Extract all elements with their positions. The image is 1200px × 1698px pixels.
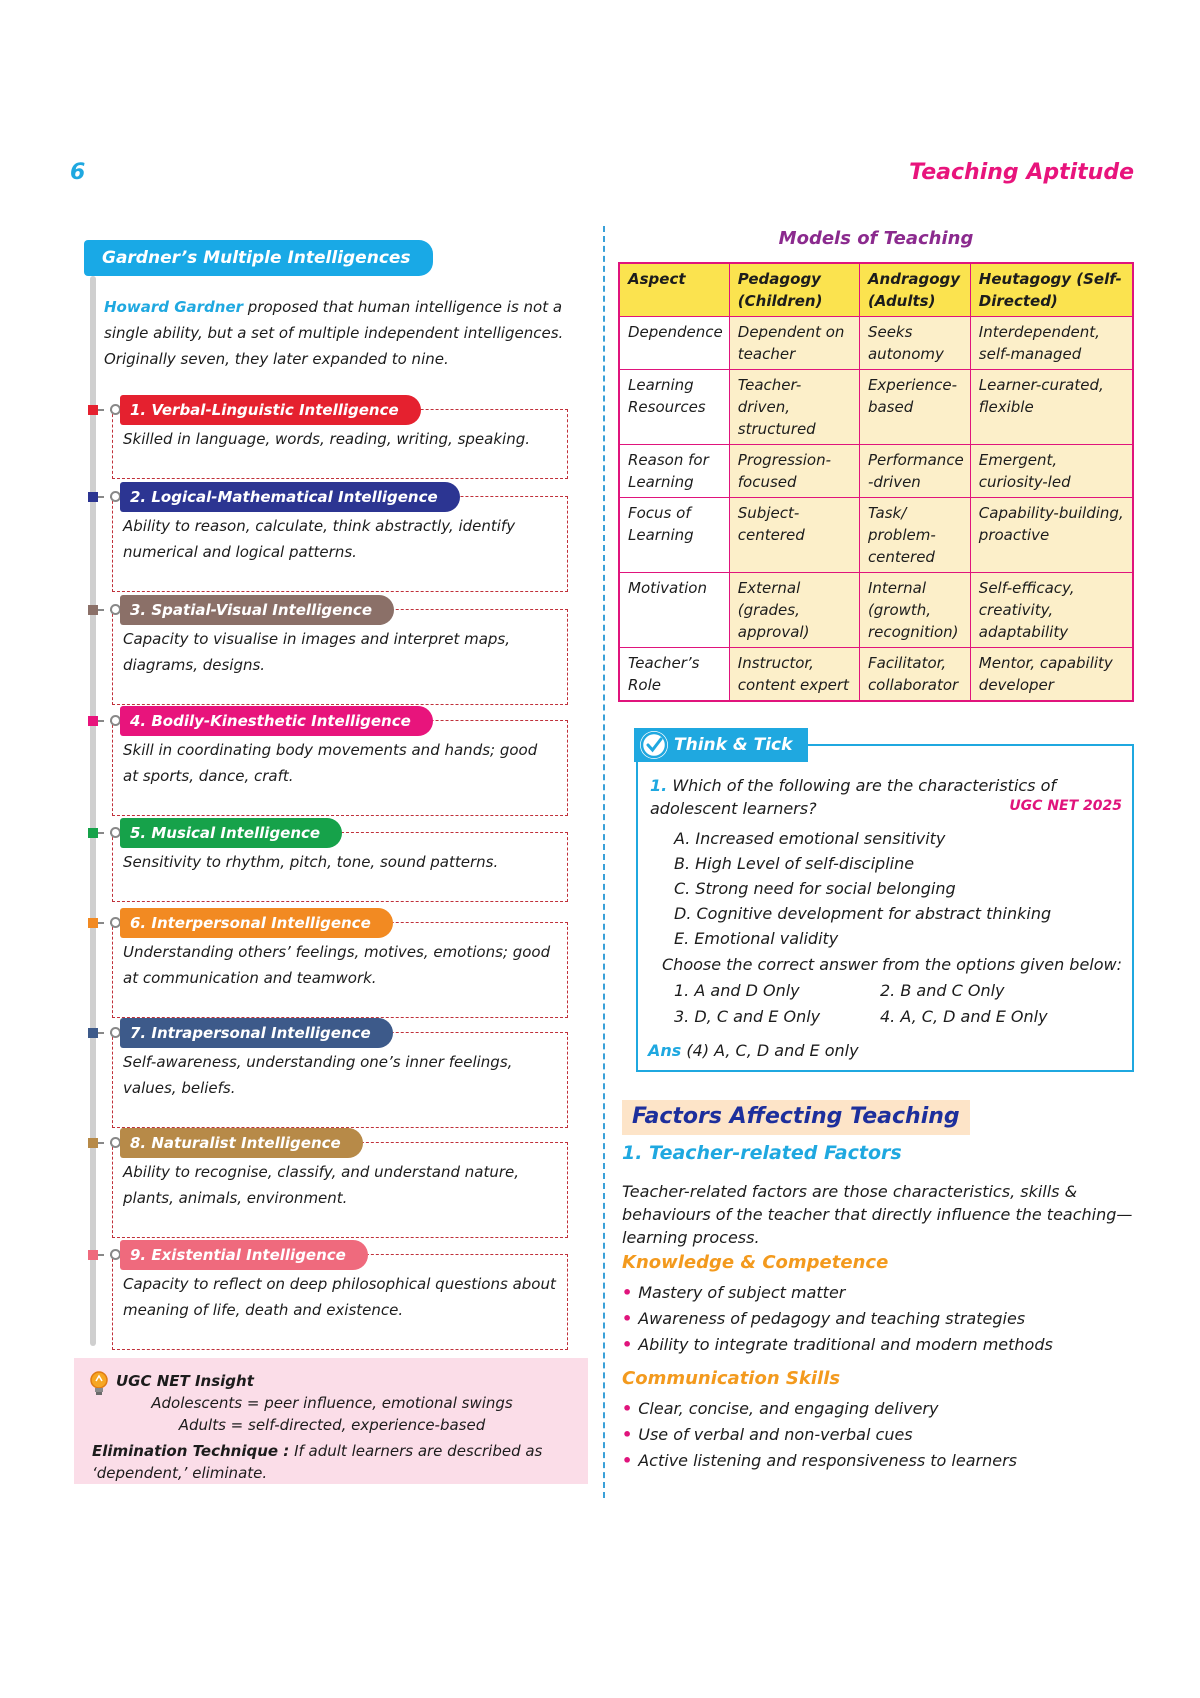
- teacher-factors-paragraph: Teacher-related factors are those characteristics, skills & behaviours of the teacher that directly influence the teaching—learning process.: [622, 1182, 1133, 1247]
- models-header-row: [619, 263, 1133, 317]
- gardner-name: Howard Gardner: [104, 298, 244, 316]
- question-body: Which of the following are the characteristics of adolescent learners?: [650, 776, 1057, 818]
- insight-line-2: Adults = self-directed, experience-based: [178, 1416, 486, 1434]
- list-item: • Ability to integrate traditional and modern methods: [622, 1332, 1053, 1358]
- table-cell: Task/ problem-centered: [859, 498, 970, 573]
- aspect-cell: Teacher’s Role: [619, 648, 729, 702]
- table-row: [619, 445, 1133, 498]
- models-table: [618, 262, 1134, 702]
- choose-instruction: Choose the correct answer from the options given below:: [662, 955, 1122, 974]
- intelligence-label: 7. Intrapersonal Intelligence: [120, 1018, 393, 1048]
- insight-title: UGC NET Insight: [116, 1372, 254, 1390]
- table-row: [619, 573, 1133, 648]
- intelligence-description: Capacity to reflect on deep philosophical questions about meaning of life, death and existence.: [112, 1254, 568, 1350]
- intelligence-description: Self-awareness, understanding one’s inner feelings, values, beliefs.: [112, 1032, 568, 1128]
- statement-item: B. High Level of self-discipline: [674, 854, 915, 873]
- square-marker-icon: [88, 1028, 98, 1038]
- intelligence-label: 1. Verbal-Linguistic Intelligence: [120, 395, 421, 425]
- intelligence-label: 9. Existential Intelligence: [120, 1240, 368, 1270]
- statement-item: E. Emotional validity: [674, 929, 839, 948]
- square-marker-icon: [88, 918, 98, 928]
- table-cell: Experience-based: [859, 370, 970, 445]
- gardner-intro-text: proposed that human intelligence is not a single ability, but a set of multiple independent intelligences. Originally seven, they later expanded to nine.: [104, 298, 564, 368]
- column-header: Pedagogy (Children): [729, 263, 859, 317]
- table-cell: Capability-building, proactive: [970, 498, 1133, 573]
- option-3: 3. D, C and E Only: [674, 1007, 821, 1026]
- list-item: • Mastery of subject matter: [622, 1280, 1053, 1306]
- table-row: [619, 317, 1133, 370]
- models-title: Models of Teaching: [778, 228, 974, 249]
- option-1: 1. A and D Only: [674, 981, 800, 1000]
- models-body: [619, 317, 1133, 702]
- think-tick-tag: [634, 728, 808, 762]
- page-number: 6: [70, 160, 86, 185]
- table-cell: Progression-focused: [729, 445, 859, 498]
- elimination-technique: [92, 1440, 572, 1484]
- option-4: 4. A, C, D and E Only: [880, 1007, 1048, 1026]
- factors-heading: Factors Affecting Teaching: [622, 1100, 970, 1135]
- statement-item: A. Increased emotional sensitivity: [674, 829, 946, 848]
- gardner-intro: [104, 294, 582, 372]
- square-marker-icon: [88, 1138, 98, 1148]
- intelligence-label: 3. Spatial-Visual Intelligence: [120, 595, 394, 625]
- aspect-cell: Learning Resources: [619, 370, 729, 445]
- column-header: Heutagogy (Self-Directed): [970, 263, 1133, 317]
- square-marker-icon: [88, 716, 98, 726]
- intelligence-label: 6. Interpersonal Intelligence: [120, 908, 393, 938]
- square-marker-icon: [88, 1250, 98, 1260]
- check-circle-icon: [640, 731, 668, 759]
- intelligence-description: Skilled in language, words, reading, writing, speaking.: [112, 409, 568, 479]
- statement-item: D. Cognitive development for abstract thinking: [674, 904, 1052, 923]
- table-cell: Emergent, curiosity-led: [970, 445, 1133, 498]
- table-cell: Subject-centered: [729, 498, 859, 573]
- think-tick-label: Think & Tick: [674, 735, 793, 755]
- knowledge-list: [622, 1280, 1053, 1358]
- table-row: [619, 370, 1133, 445]
- lightbulb-icon: [88, 1370, 110, 1398]
- question-statements: [674, 826, 1051, 951]
- gardner-section: [84, 240, 590, 1319]
- option-2: 2. B and C Only: [880, 981, 1005, 1000]
- table-cell: Instructor, content expert: [729, 648, 859, 702]
- intelligence-label: 2. Logical-Mathematical Intelligence: [120, 482, 460, 512]
- table-row: [619, 498, 1133, 573]
- table-cell: Dependent on teacher: [729, 317, 859, 370]
- list-item: • Clear, concise, and engaging delivery: [622, 1396, 1017, 1422]
- intelligence-description: Ability to recognise, classify, and understand nature, plants, animals, environment.: [112, 1142, 568, 1238]
- table-cell: Seeks autonomy: [859, 317, 970, 370]
- gardner-title: Gardner’s Multiple Intelligences: [84, 240, 433, 276]
- intelligence-description: Ability to reason, calculate, think abstractly, identify numerical and logical patterns.: [112, 496, 568, 592]
- intelligence-description: Skill in coordinating body movements and hands; good at sports, dance, craft.: [112, 720, 568, 816]
- list-item: • Use of verbal and non-verbal cues: [622, 1422, 1017, 1448]
- aspect-cell: Dependence: [619, 317, 729, 370]
- square-marker-icon: [88, 828, 98, 838]
- insight-box: [74, 1358, 588, 1484]
- think-tick-box: [636, 735, 1134, 1072]
- statement-item: C. Strong need for social belonging: [674, 879, 956, 898]
- list-item: • Active listening and responsiveness to learners: [622, 1448, 1017, 1474]
- question-number: 1.: [650, 776, 668, 795]
- aspect-cell: Motivation: [619, 573, 729, 648]
- table-cell: External (grades, approval): [729, 573, 859, 648]
- table-cell: Performance -driven: [859, 445, 970, 498]
- answer-label: Ans: [648, 1041, 682, 1060]
- list-item: • Awareness of pedagogy and teaching strategies: [622, 1306, 1053, 1332]
- timeline-rail: [90, 276, 96, 1346]
- table-cell: Self-efficacy, creativity, adaptability: [970, 573, 1133, 648]
- table-cell: Learner-curated, flexible: [970, 370, 1133, 445]
- square-marker-icon: [88, 492, 98, 502]
- answer-line: [648, 1038, 859, 1063]
- running-head: Teaching Aptitude: [909, 160, 1134, 185]
- table-cell: Internal (growth, recognition): [859, 573, 970, 648]
- communication-list: [622, 1396, 1017, 1474]
- intelligence-description: Capacity to visualise in images and interpret maps, diagrams, designs.: [112, 609, 568, 705]
- exam-badge: UGC NET 2025: [1009, 798, 1122, 814]
- column-header: Andragogy (Adults): [859, 263, 970, 317]
- aspect-cell: Focus of Learning: [619, 498, 729, 573]
- elimination-label: Elimination Technique :: [92, 1442, 290, 1460]
- knowledge-heading: Knowledge & Competence: [622, 1252, 889, 1273]
- table-row: [619, 648, 1133, 702]
- intelligence-label: 8. Naturalist Intelligence: [120, 1128, 363, 1158]
- table-cell: Facilitator, collaborator: [859, 648, 970, 702]
- intelligence-label: 4. Bodily-Kinesthetic Intelligence: [120, 706, 433, 736]
- square-marker-icon: [88, 605, 98, 615]
- aspect-cell: Reason for Learning: [619, 445, 729, 498]
- table-cell: Teacher-driven, structured: [729, 370, 859, 445]
- intelligence-description: Understanding others’ feelings, motives, emotions; good at communication and teamwork.: [112, 922, 568, 1018]
- square-marker-icon: [88, 405, 98, 415]
- elimination-text: If adult learners are described as ‘dependent,’ eliminate.: [92, 1442, 543, 1482]
- teacher-factors-heading: 1. Teacher-related Factors: [622, 1142, 902, 1164]
- communication-heading: Communication Skills: [622, 1368, 841, 1389]
- column-header: Aspect: [619, 263, 729, 317]
- table-cell: Mentor, capability developer: [970, 648, 1133, 702]
- answer-text: (4) A, C, D and E only: [686, 1041, 859, 1060]
- intelligence-description: Sensitivity to rhythm, pitch, tone, sound patterns.: [112, 832, 568, 902]
- intelligence-label: 5. Musical Intelligence: [120, 818, 342, 848]
- table-cell: Interdependent, self-managed: [970, 317, 1133, 370]
- insight-line-1: Adolescents = peer influence, emotional swings: [151, 1394, 513, 1412]
- column-divider: [603, 226, 605, 1498]
